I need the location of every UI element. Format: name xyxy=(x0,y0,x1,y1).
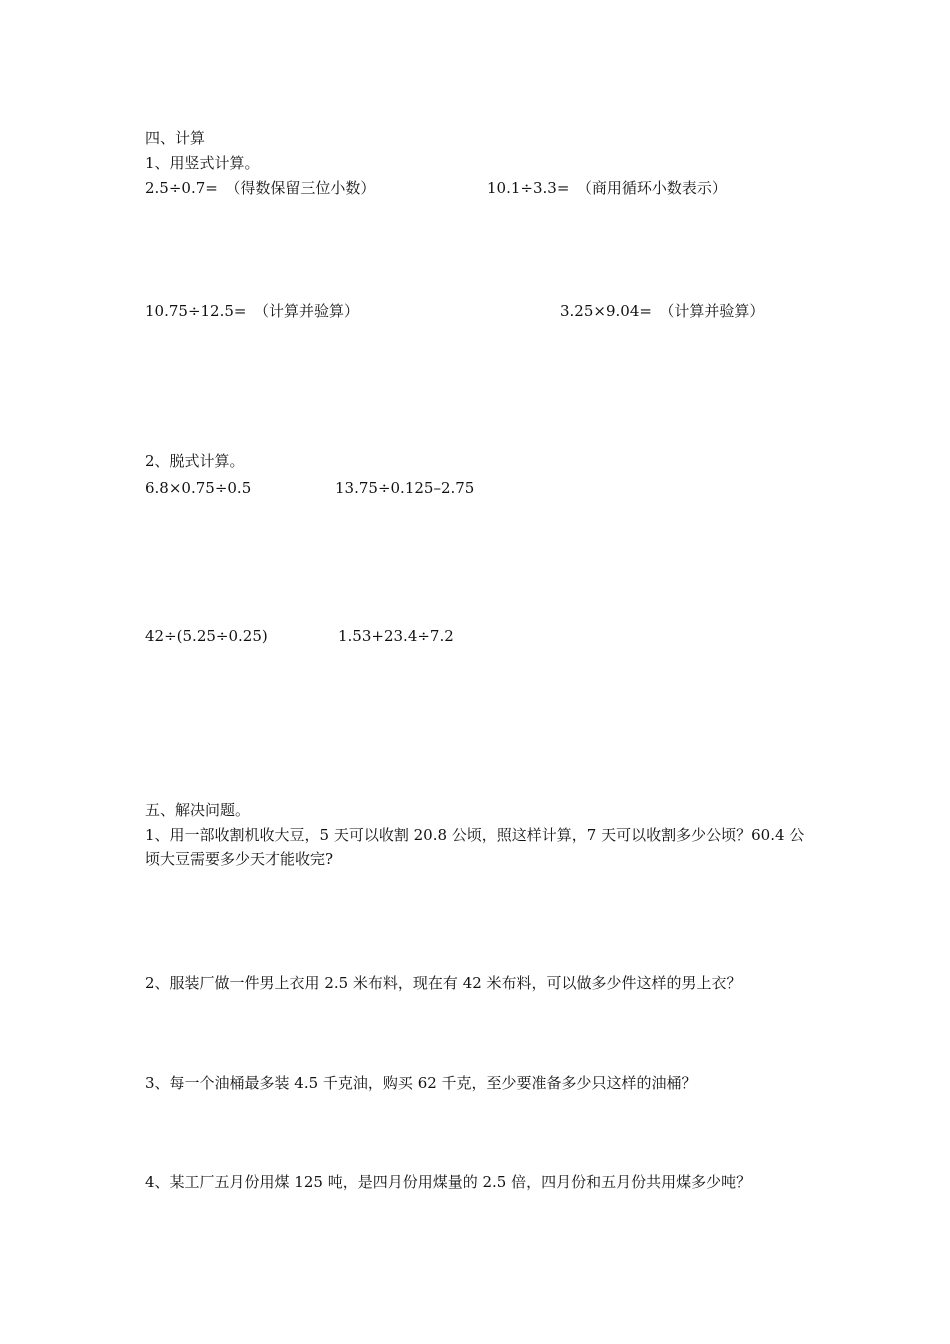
vertical-calc-4: 3.25×9.04= （计算并验算） xyxy=(560,302,765,320)
vertical-calc-1: 2.5÷0.7= （得数保留三位小数） xyxy=(145,179,376,197)
problem-3: 3、每一个油桶最多装 4.5 千克油，购买 62 千克，至少要准备多少只这样的油桶？ xyxy=(145,1074,697,1092)
section4-title: 四、计算 xyxy=(145,129,206,147)
stepwise-calc-4: 1.53+23.4÷7.2 xyxy=(338,627,454,645)
vertical-calc-2: 10.1÷3.3= （商用循环小数表示） xyxy=(487,179,727,197)
stepwise-calc-1: 6.8×0.75÷0.5 xyxy=(145,479,252,497)
part1-heading: 1、用竖式计算。 xyxy=(145,154,260,172)
vertical-calc-3: 10.75÷12.5= （计算并验算） xyxy=(145,302,359,320)
problem-2: 2、服装厂做一件男上衣用 2.5 米布料，现在有 42 米布料，可以做多少件这样的男上衣？ xyxy=(145,974,742,992)
stepwise-calc-2: 13.75÷0.125–2.75 xyxy=(335,479,475,497)
section5-title: 五、解决问题。 xyxy=(145,801,251,819)
problem-1: 1、用一部收割机收大豆，5 天可以收割 20.8 公顷，照这样计算，7 天可以收割多少公顷？60.4 公顷大豆需要多少天才能收完? xyxy=(145,826,805,868)
part2-heading: 2、脱式计算。 xyxy=(145,452,245,470)
problem-4: 4、某工厂五月份用煤 125 吨，是四月份用煤量的 2.5 倍，四月份和五月份共用煤多少吨？ xyxy=(145,1173,752,1191)
stepwise-calc-3: 42÷(5.25÷0.25) xyxy=(145,627,268,645)
